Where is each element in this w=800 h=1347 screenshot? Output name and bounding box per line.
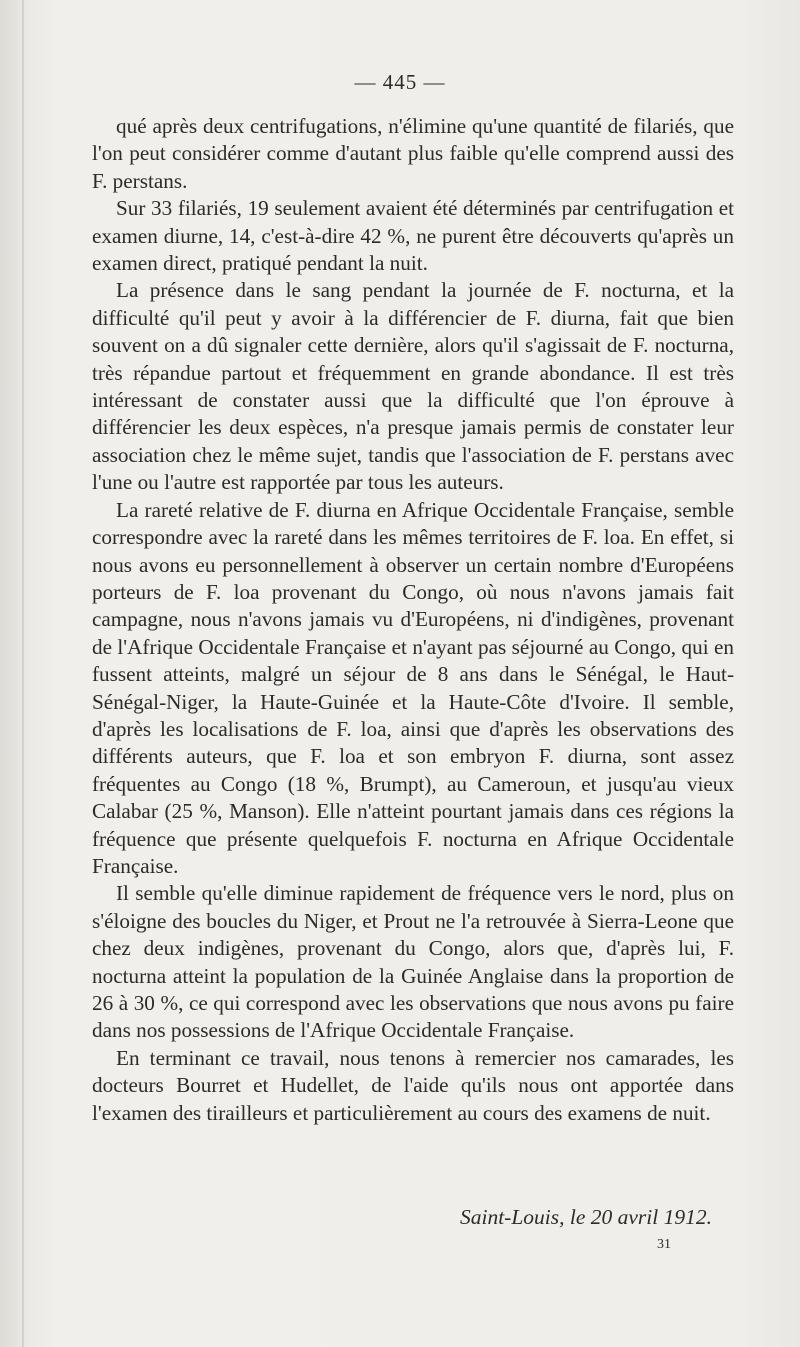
paragraph-6: En terminant ce travail, nous tenons à remercier nos camarades, les docteurs Bourret et Hudellet, de l'aide qu'ils nous ont apportée dans l'examen des tirailleurs et particulièrement au cours des examens de nuit. [92, 1045, 734, 1125]
paragraph-2: Sur 33 filariés, 19 seulement avaient été déterminés par centrifugation et examen diurne, 14, c'est-à-dire 42 %, ne purent être découverts qu'après un examen direct, pratiqué pendant la nuit. [92, 196, 734, 276]
body-text [92, 113, 734, 1127]
place-date-signature: Saint-Louis, le 20 avril 1912. [459, 1205, 712, 1229]
paragraph-5: Il semble qu'elle diminue rapidement de fréquence vers le nord, plus on s'éloigne des boucles du Niger, et Prout ne l'a retrouvée à Sierra-Leone que chez deux indigènes, provenant du Congo, alors que, d'après lui, F. nocturna atteint la population de la Guinée Anglaise dans la proportion de 26 à 30 %, ce qui correspond avec les observations que nous avons pu faire dans nos possessions de l'Afrique Occidentale Française. [92, 881, 734, 1043]
page-gutter-shadow [22, 0, 24, 1347]
signature-folio: 31 [657, 1237, 671, 1252]
paragraph-3: La présence dans le sang pendant la journée de F. nocturna, et la difficulté qu'il peut y avoir à la différencier de F. diurna, fait que bien souvent on a dû signaler cette dernière, alors qu'il s'agissait de F. nocturna, très répandue partout et fréquemment en grande abondance. Il est très intéressant de constater aussi que la difficulté que l'on éprouve à différencier les deux espèces, n'a presque jamais permis de constater leur association chez le même sujet, tandis que l'association de F. perstans avec l'une ou l'autre est rapportée par tous les auteurs. [92, 278, 734, 495]
paragraph-4: La rareté relative de F. diurna en Afrique Occidentale Française, semble correspondre avec la rareté dans les mêmes territoires de F. loa. En effet, si nous avons eu personnellement à observer un certain nombre d'Européens porteurs de F. loa provenant du Congo, où nous n'avons jamais fait campagne, nous n'avons jamais vu d'Européens, ni d'indigènes, provenant de l'Afrique Occidentale Française et n'ayant pas séjourné au Congo, qui en fussent atteints, malgré un séjour de 8 ans dans le Sénégal, le Haut-Sénégal-Niger, la Haute-Guinée et la Haute-Côte d'Ivoire. Il semble, d'après les localisations de F. loa, ainsi que d'après les observations des différents auteurs, que F. loa et son embryon F. diurna, sont assez fréquentes au Congo (18 %, Brumpt), au Cameroun, et jusqu'au vieux Calabar (25 %, Manson). Elle n'atteint pourtant jamais dans ces régions la fréquence que présente quelquefois F. nocturna en Afrique Occidentale Française. [92, 497, 734, 878]
page-number: — 445 — [354, 70, 446, 94]
paragraph-1: qué après deux centrifugations, n'élimine qu'une quantité de filariés, que l'on peut considérer comme d'autant plus faible qu'elle comprend aussi des F. perstans. [92, 114, 734, 193]
